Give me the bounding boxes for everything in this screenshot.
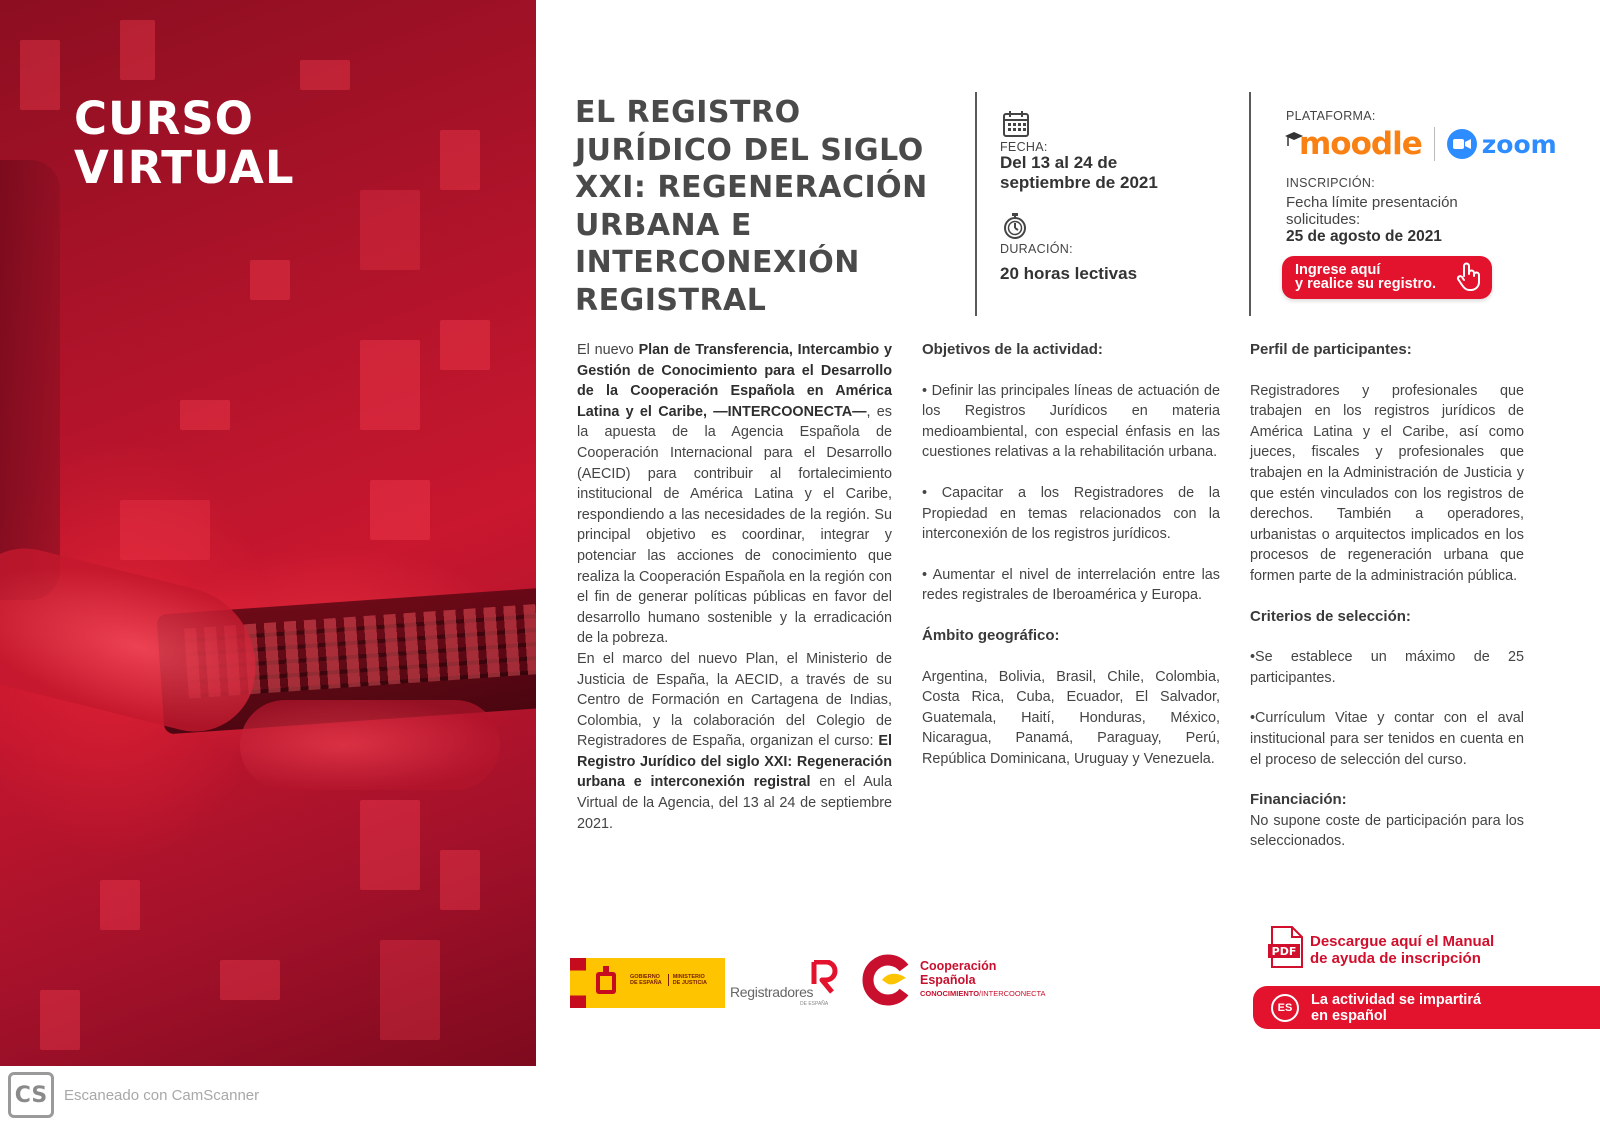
registradores-r-icon <box>810 960 840 999</box>
pdf-icon <box>1268 926 1304 973</box>
registradores-sub: DE ESPAÑA <box>800 1001 829 1007</box>
course-title-line: XXI: REGENERACIÓN <box>575 170 928 205</box>
objetivo-item: • Capacitar a los Registradores de la Propiedad en temas relacionados con la interconexión de los registros jurídicos. <box>922 484 1220 543</box>
perfil-text: Registradores y profesionales que trabajen en los registros jurídicos de América Latina y el Caribe, así como jueces, fiscales y profesionales que trabajen en la Administración de Justicia y que estén vinculados con los registros de derechos. También a operadores, urbanistas o arquitectos implicados en los procesos de regeneración urbana que formen parte de la administración pública. <box>1250 382 1524 584</box>
inscripcion-label: INSCRIPCIÓN: <box>1286 176 1376 190</box>
course-title-line: REGISTRAL <box>575 282 767 318</box>
graduation-cap-icon <box>1285 128 1299 161</box>
intro-p2-b: El Registro Jurídico del siglo XXI: Regeneración urbana e interconexión registral <box>577 733 892 791</box>
manual-line1: Descargue aquí el Manual <box>1310 932 1495 950</box>
camscanner-logo: CS <box>8 1072 54 1118</box>
language-banner <box>1253 986 1600 1029</box>
spain-flag <box>570 958 586 1008</box>
objetivos-column <box>922 340 1220 770</box>
fecha-value-line2: septiembre de 2021 <box>1000 173 1158 192</box>
intro-paragraph-2 <box>577 649 892 834</box>
pdf-icon-label: PDF <box>1271 945 1297 958</box>
course-title <box>575 94 955 319</box>
objetivo-item: • Definir las principales líneas de actuación de los Registros Jurídicos en materia medioambiental, con especial énfasis en las cuestiones relativas a la rehabilitación urbana. <box>922 382 1220 461</box>
gobierno-line1: GOBIERNO <box>630 974 660 980</box>
coat-of-arms-icon <box>586 958 626 1008</box>
hand-shape-2 <box>240 700 500 790</box>
register-button-line1: Ingrese aquí <box>1295 262 1381 278</box>
cooperacion-name <box>920 959 996 987</box>
criterio-item: •Currículum Vitae y contar con el aval institucional para ser tenidos en cuenta en el proceso de selección del curso. <box>1250 710 1524 768</box>
language-es-badge: ES <box>1271 994 1299 1022</box>
platform-logos <box>1285 126 1557 162</box>
intro-p2-a: En el marco del nuevo Plan, el Ministerio de Justicia de España, la AECID, a través de su Centro de Formación en Cartagena de Indias, Colombia, y la colaboración del Colegio de Registradores de España, organizan el curso: <box>577 650 892 750</box>
registradores-word: Registradores <box>730 984 814 1000</box>
intro-p1-b: Plan de Transferencia, Intercambio y Gestión de Conocimiento para el Desarrollo de la Cooperación Española en América Latina y el Caribe, —INTERCOONECTA— <box>577 342 892 420</box>
hero-image <box>0 0 536 1066</box>
manual-download-link[interactable] <box>1268 926 1494 973</box>
fecha-value <box>1000 153 1158 193</box>
intro-paragraph-1 <box>577 340 892 649</box>
moodle-logo: moodle <box>1299 126 1422 162</box>
cooperacion-sub-a: CONOCIMIENTO <box>920 989 980 998</box>
manual-line2: de ayuda de inscripción <box>1310 949 1481 967</box>
camscanner-text: Escaneado con CamScanner <box>64 1086 260 1104</box>
register-button-line2: y realice su registro. <box>1295 276 1437 292</box>
inscripcion-deadline: 25 de agosto de 2021 <box>1286 228 1442 245</box>
fecha-label: FECHA: <box>1000 140 1048 154</box>
cooperacion-sub <box>920 989 1046 998</box>
zoom-logo: zoom <box>1481 129 1557 159</box>
ministerio-line1: MINISTERIO <box>672 974 705 980</box>
divider-right <box>1249 92 1251 316</box>
manual-text <box>1310 933 1494 967</box>
plataforma-label: PLATAFORMA: <box>1286 109 1376 123</box>
intro-p2-c: en el Aula Virtual de la Agencia, del 13 al 24 de septiembre 2021. <box>577 774 892 832</box>
register-button[interactable] <box>1282 256 1492 299</box>
gobierno-espana-logo <box>570 958 725 1008</box>
zoom-camera-icon <box>1447 129 1477 159</box>
intro-p1-a: El nuevo <box>577 342 639 358</box>
cooperacion-c-icon <box>860 954 912 1011</box>
course-title-line: JURÍDICO DEL SIGLO <box>575 132 924 168</box>
hero-title-line1: CURSO <box>74 92 254 145</box>
inscripcion-line1: Fecha límite presentación <box>1286 194 1458 211</box>
intro-column <box>577 340 892 834</box>
criterios-heading: Criterios de selección: <box>1250 607 1411 625</box>
course-title-line: INTERCONEXIÓN <box>575 245 860 280</box>
duracion-label: DURACIÓN: <box>1000 242 1073 256</box>
language-text <box>1311 992 1481 1024</box>
perfil-column <box>1250 340 1524 852</box>
language-line2: en español <box>1311 1007 1387 1024</box>
camscanner-watermark <box>8 1072 259 1118</box>
hero-title-line2: VIRTUAL <box>74 141 295 194</box>
objetivos-heading: Objetivos de la actividad: <box>922 341 1103 358</box>
inscripcion-text <box>1286 195 1458 246</box>
logo-separator <box>1434 127 1435 161</box>
gobierno-text <box>626 958 725 1008</box>
objetivo-item: • Aumentar el nivel de interrelación entre las redes registrales de Iberoamérica y Europa. <box>922 566 1220 604</box>
financiacion-heading: Financiación: <box>1250 791 1347 809</box>
ministerio-line2: DE JUSTICIA <box>672 980 707 986</box>
divider-left <box>975 92 977 316</box>
inscripcion-line2: solicitudes: <box>1286 210 1361 228</box>
sleeve-shape <box>0 160 60 600</box>
financiacion-text: No supone coste de participación para los seleccionados. <box>1250 812 1524 850</box>
ambito-text: Argentina, Bolivia, Brasil, Chile, Colombia, Costa Rica, Cuba, Ecuador, El Salvador, Guatemala, Haití, Honduras, México, Nicaragua, Panamá, Paraguay, Perú, República Dominicana, Uruguay y Venezuela. <box>922 668 1220 767</box>
fecha-value-line1: Del 13 al 24 de <box>1000 153 1118 172</box>
language-line1: La actividad se impartirá <box>1311 991 1482 1008</box>
pointer-hand-icon <box>1456 262 1482 295</box>
perfil-heading: Perfil de participantes: <box>1250 341 1412 358</box>
stopwatch-icon <box>1001 212 1029 245</box>
intro-p1-c: , es la apuesta de la Agencia Española de Cooperación Internacional para el Desarrollo (AECID) para contribuir al fortalecimiento institucional de América Latina y el Caribe, respondiendo a las necesidades de la región. Su principal objetivo es coordinar, integrar y potenciar las acciones de conocimiento que realiza la Cooperación Española en la región con el fin de generar políticas públicas en favor del desarrollo humano sostenible y la erradicación de la pobreza. <box>577 403 892 647</box>
criterio-item: •Se establece un máximo de 25 participantes. <box>1250 649 1524 686</box>
cooperacion-line1: Cooperación <box>920 959 997 973</box>
cooperacion-line2: Española <box>920 973 976 987</box>
gobierno-line2: DE ESPAÑA <box>630 980 662 986</box>
duracion-value: 20 horas lectivas <box>1000 264 1138 283</box>
calendar-icon <box>1002 110 1030 143</box>
ambito-heading: Ámbito geográfico: <box>922 626 1060 644</box>
hero-title <box>74 94 295 192</box>
cooperacion-sub-b: /INTERCOONECTA <box>979 989 1046 998</box>
course-title-line: URBANA E <box>575 207 752 243</box>
course-title-line: EL REGISTRO <box>575 95 801 130</box>
